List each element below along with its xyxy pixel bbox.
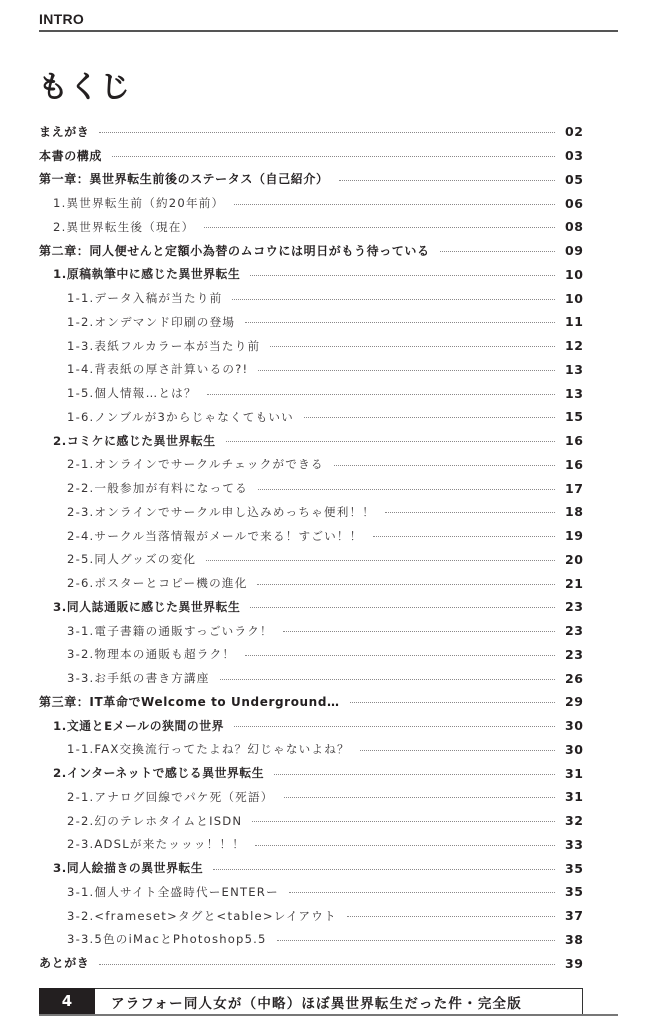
toc-entry-label: 2.コミケに感じた異世界転生 (53, 433, 216, 448)
dot-leader (257, 584, 555, 585)
toc-entry-page: 37 (565, 908, 584, 924)
toc-entry[interactable] (39, 239, 585, 263)
toc-entry-label: 2-4.サークル当落情報がメールで来る！すごい！！ (67, 528, 363, 543)
toc-entry-label: 1.異世界転生前（約20年前） (53, 196, 225, 211)
toc-entry-label: 3-3.お手紙の書き方講座 (67, 671, 210, 686)
toc-entry-page: 13 (565, 385, 584, 401)
toc-entry-label: 第三章：IT革命でWelcome to Underground… (39, 694, 340, 709)
toc-entry[interactable] (39, 619, 585, 643)
toc-entry-page: 18 (565, 504, 584, 520)
toc-entry-label: 1-4.背表紙の厚さ計算いるの?! (67, 362, 249, 377)
table-of-contents (39, 120, 585, 975)
dot-leader (232, 299, 555, 300)
header-rule (39, 30, 618, 32)
toc-entry-label: 第一章：異世界転生前後のステータス（自己紹介） (39, 172, 329, 187)
toc-entry-label: 第二章：同人便せんと定額小為替のムコウには明日がもう待っている (39, 243, 430, 258)
toc-entry[interactable] (39, 714, 585, 738)
toc-entry-label: 2-6.ポスターとコピー機の進化 (67, 576, 248, 591)
toc-entry-page: 19 (565, 528, 584, 544)
toc-entry-page: 16 (565, 456, 584, 472)
toc-entry-label: 3.同人絵描きの異世界転生 (53, 861, 204, 876)
toc-entry[interactable] (39, 334, 585, 358)
toc-entry[interactable] (39, 405, 585, 429)
page-header (39, 10, 618, 28)
toc-entry[interactable] (39, 785, 585, 809)
toc-entry-page: 39 (565, 955, 584, 971)
toc-entry-label: 1-3.表紙フルカラー本が当たり前 (67, 338, 261, 353)
toc-entry-label: 2-2.幻のテレホタイムとISDN (67, 813, 243, 828)
toc-entry-page: 09 (565, 243, 584, 259)
toc-entry[interactable] (39, 738, 585, 762)
toc-entry-page: 35 (565, 884, 584, 900)
toc-entry-page: 32 (565, 813, 584, 829)
toc-entry-page: 02 (565, 124, 584, 140)
toc-entry[interactable] (39, 666, 585, 690)
dot-leader (360, 750, 555, 751)
toc-entry-page: 31 (565, 789, 584, 805)
dot-leader (252, 821, 555, 822)
dot-leader (207, 394, 555, 395)
toc-entry-page: 08 (565, 219, 584, 235)
dot-leader (347, 916, 555, 917)
dot-leader (277, 940, 555, 941)
toc-entry-label: 2.インターネットで感じる異世界転生 (53, 766, 265, 781)
toc-entry-label: まえがき (39, 124, 90, 139)
toc-entry-label: あとがき (39, 956, 90, 971)
toc-entry-page: 23 (565, 599, 584, 615)
toc-entry[interactable] (39, 690, 585, 714)
toc-entry[interactable] (39, 168, 585, 192)
toc-entry[interactable] (39, 595, 585, 619)
toc-entry-label: 3-2.<frameset>タグと<table>レイアウト (67, 908, 337, 923)
section-label: INTRO (39, 11, 85, 27)
toc-entry-label: 2-3.ADSLが来たッッッ！！！ (67, 837, 246, 852)
dot-leader (213, 869, 555, 870)
toc-entry[interactable] (39, 643, 585, 667)
toc-entry-page: 20 (565, 551, 584, 567)
toc-entry-label: 2-5.同人グッズの変化 (67, 552, 197, 567)
dot-leader (204, 227, 555, 228)
toc-entry[interactable] (39, 548, 585, 572)
toc-entry-page: 11 (565, 314, 584, 330)
dot-leader (304, 417, 555, 418)
toc-entry-label: 1-1.データ入稿が当たり前 (67, 291, 223, 306)
toc-entry-label: 1.文通とEメールの狭間の世界 (53, 718, 225, 733)
toc-entry-page: 03 (565, 148, 584, 164)
dot-leader (258, 370, 555, 371)
toc-entry-label: 1-5.個人情報…とは？ (67, 386, 197, 401)
dot-leader (440, 251, 555, 252)
dot-leader (99, 964, 555, 965)
toc-entry[interactable] (39, 809, 585, 833)
dot-leader (234, 204, 555, 205)
toc-entry-page: 31 (565, 765, 584, 781)
toc-entry-page: 17 (565, 480, 584, 496)
dot-leader (385, 512, 555, 513)
toc-entry[interactable] (39, 381, 585, 405)
toc-entry-page: 06 (565, 195, 584, 211)
toc-entry[interactable] (39, 880, 585, 904)
toc-entry-page: 13 (565, 361, 584, 377)
toc-entry[interactable] (39, 215, 585, 239)
toc-entry-page: 23 (565, 623, 584, 639)
toc-entry-page: 26 (565, 670, 584, 686)
dot-leader (284, 797, 555, 798)
toc-entry-page: 05 (565, 171, 584, 187)
toc-entry-page: 21 (565, 575, 584, 591)
dot-leader (270, 346, 555, 347)
toc-entry-page: 10 (565, 266, 584, 282)
page-title: もくじ (38, 70, 131, 105)
dot-leader (234, 726, 555, 727)
dot-leader (245, 655, 555, 656)
dot-leader (226, 441, 555, 442)
toc-entry-page: 12 (565, 338, 584, 354)
toc-entry[interactable] (39, 524, 585, 548)
toc-entry[interactable] (39, 928, 585, 952)
dot-leader (339, 180, 555, 181)
page-footer (39, 988, 583, 1014)
toc-entry-page: 30 (565, 741, 584, 757)
toc-entry[interactable] (39, 951, 585, 975)
toc-entry[interactable] (39, 904, 585, 928)
toc-entry-page: 35 (565, 860, 584, 876)
toc-entry-label: 3-1.電子書籍の通販すっごいラク！ (67, 623, 273, 638)
toc-entry-page: 29 (565, 694, 584, 710)
dot-leader (206, 560, 555, 561)
toc-entry-label: 1-1.FAX交換流行ってたよね？幻じゃないよね？ (67, 742, 350, 757)
dot-leader (99, 132, 555, 133)
toc-entry-label: 1-6.ノンブルが3からじゃなくてもいい (67, 409, 294, 424)
dot-leader (255, 845, 555, 846)
toc-entry[interactable] (39, 476, 585, 500)
toc-entry-label: 3-2.物理本の通販も超ラク！ (67, 647, 236, 662)
dot-leader (258, 489, 555, 490)
toc-entry-label: 2-1.オンラインでサークルチェックができる (67, 457, 324, 472)
toc-entry-label: 本書の構成 (39, 148, 103, 163)
toc-entry[interactable] (39, 453, 585, 477)
toc-entry[interactable] (39, 761, 585, 785)
toc-entry[interactable] (39, 120, 585, 144)
dot-leader (289, 892, 555, 893)
toc-entry[interactable] (39, 429, 585, 453)
toc-entry[interactable] (39, 500, 585, 524)
toc-entry-page: 30 (565, 718, 584, 734)
toc-entry-page: 38 (565, 931, 584, 947)
toc-entry-label: 3-1.個人サイト全盛時代ーENTERー (67, 884, 279, 899)
toc-entry[interactable] (39, 358, 585, 382)
dot-leader (350, 702, 555, 703)
dot-leader (373, 536, 555, 537)
toc-entry-label: 2-1.アナログ回線でパケ死（死語） (67, 789, 274, 804)
toc-entry[interactable] (39, 571, 585, 595)
toc-entry[interactable] (39, 310, 585, 334)
dot-leader (220, 679, 555, 680)
dot-leader (283, 631, 555, 632)
toc-entry-page: 33 (565, 836, 584, 852)
dot-leader (112, 156, 555, 157)
toc-entry-label: 3.同人誌通販に感じた異世界転生 (53, 599, 241, 614)
toc-entry-page: 23 (565, 646, 584, 662)
page-number: 4 (39, 988, 95, 1014)
toc-entry-page: 10 (565, 290, 584, 306)
dot-leader (250, 607, 555, 608)
toc-entry-page: 15 (565, 409, 584, 425)
toc-entry[interactable] (39, 286, 585, 310)
toc-entry[interactable] (39, 856, 585, 880)
toc-entry-label: 2-3.オンラインでサークル申し込みめっちゃ便利！！ (67, 504, 376, 519)
toc-entry[interactable] (39, 191, 585, 215)
toc-entry[interactable] (39, 263, 585, 287)
toc-entry-page: 16 (565, 433, 584, 449)
book-title: アラフォー同人女が（中略）ほぼ異世界転生だった件・完全版 (111, 995, 522, 1012)
toc-entry-label: 2-2.一般参加が有料になってる (67, 481, 248, 496)
toc-entry[interactable] (39, 833, 585, 857)
toc-entry[interactable] (39, 144, 585, 168)
dot-leader (245, 322, 555, 323)
toc-entry-label: 2.異世界転生後（現在） (53, 219, 195, 234)
toc-entry-label: 3-3.5色のiMacとPhotoshop5.5 (67, 932, 267, 947)
footer-rule (39, 1014, 618, 1016)
dot-leader (274, 774, 555, 775)
toc-entry-label: 1.原稿執筆中に感じた異世界転生 (53, 267, 241, 282)
dot-leader (250, 275, 555, 276)
dot-leader (334, 465, 555, 466)
toc-entry-label: 1-2.オンデマンド印刷の登場 (67, 314, 236, 329)
